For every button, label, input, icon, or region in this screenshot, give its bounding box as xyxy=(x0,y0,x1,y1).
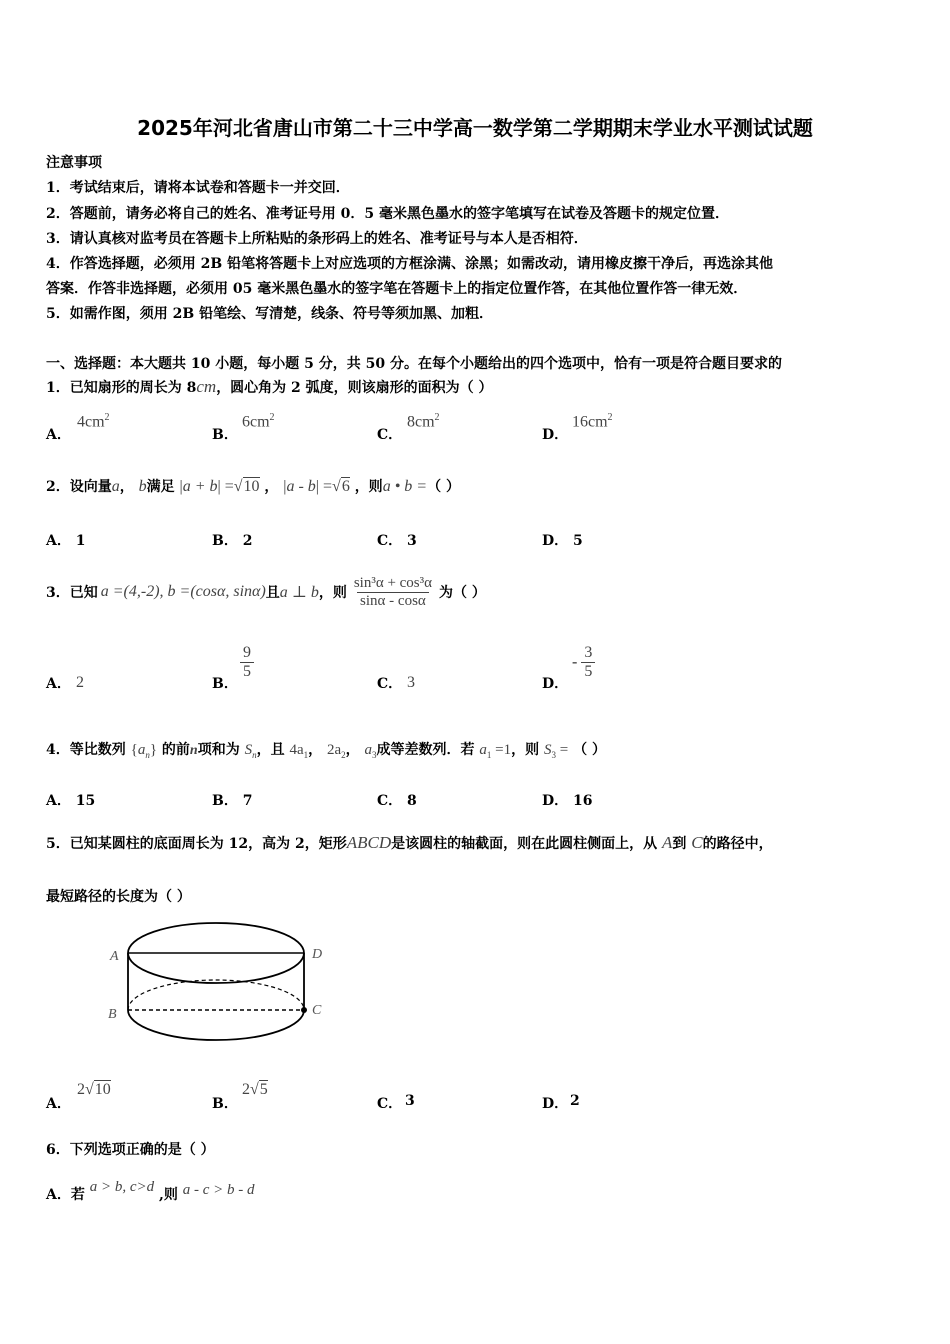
q4-option-c: C． 8 xyxy=(377,793,417,809)
q5-option-c-label: C． xyxy=(377,1096,403,1112)
q5-option-a-value: 2√10 xyxy=(77,1081,111,1098)
q3-option-c-value: 3 xyxy=(407,674,415,691)
q1-option-c-label: C． xyxy=(377,427,403,443)
notice-item-3: 3．请认真核对监考员在答题卡上所粘贴的条形码上的姓名、准考证号与本人是否相符． xyxy=(46,231,588,247)
q4-option-d: D． 16 xyxy=(542,793,593,809)
label-c: C xyxy=(312,1003,322,1018)
cylinder-bottom-back-arc xyxy=(128,980,304,1010)
question-1: 1．已知扇形的周长为 8cm，圆心角为 2 弧度，则该扇形的面积为（ ） xyxy=(46,377,493,396)
q3-option-c-label: C． xyxy=(377,676,403,692)
q4-option-a: A． 15 xyxy=(46,793,96,809)
q6-option-a: A．若 a > b, c>d ,则 a - c > b - d xyxy=(46,1179,255,1203)
notice-item-5: 5．如需作图，须用 2B 铅笔绘、写清楚，线条、符号等须加黑、加粗． xyxy=(46,306,494,322)
q2-option-d: D． 5 xyxy=(542,533,583,549)
q5-option-c-value: 3 xyxy=(405,1093,415,1109)
question-5: 5．已知某圆柱的底面周长为 12，高为 2，矩形ABCD是该圆柱的轴截面，则在此圆柱侧面上，从 A到 C的路径中， xyxy=(46,833,773,852)
cylinder-figure xyxy=(50,918,323,1048)
q3-option-d-label: D． xyxy=(542,676,569,692)
question-6: 6．下列选项正确的是（ ） xyxy=(46,1142,215,1158)
q3-option-b-label: B． xyxy=(212,676,238,692)
cylinder-bottom-front-arc xyxy=(128,1010,304,1040)
q3-option-a-value: 2 xyxy=(76,674,84,691)
notice-item-1: 1．考试结束后，请将本试卷和答题卡一并交回． xyxy=(46,180,350,196)
q2-option-a: A． 1 xyxy=(46,533,86,549)
notice-item-2: 2．答题前，请务必将自己的姓名、准考证号用 0．5 毫米黑色墨水的签字笔填写在试卷及答题卡的规定位置． xyxy=(46,206,729,222)
question-5-line-2: 最短路径的长度为（ ） xyxy=(46,889,191,905)
q3-option-b-value: $\frac{9}{5}$ xyxy=(240,644,254,681)
q1-option-d-label: D． xyxy=(542,427,569,443)
label-a: A xyxy=(110,949,119,964)
point-c xyxy=(301,1007,307,1013)
page-title: 2025年河北省唐山市第二十三中学高一数学第二学期期末学业水平测试试题 xyxy=(137,116,813,140)
q1-option-c-value: $8cm^2$ xyxy=(407,412,440,431)
label-d: D xyxy=(312,947,323,962)
q5-option-d-value: 2 xyxy=(570,1093,580,1109)
question-3: 3．已知 a =(4,-2), b =(cosα, sinα) 且 a ⊥ b ，则 $\frac{\text{sin³α + cos³α}}{\sin\alpha - \cos\alpha}$ 为（ ） xyxy=(46,574,486,609)
q1-option-b-value: $6cm^2$ xyxy=(242,412,275,431)
question-4: 4．等比数列 $\{a_n\}$ 的前n项和为 $S_n$，且 $4a_1$， $2a_2$， $a_3$成等差数列．若 $a_1 =1$，则 $S_3$ = （ ） xyxy=(46,742,606,760)
q5-option-a-label: A． xyxy=(46,1096,71,1112)
q2-option-b: B． 2 xyxy=(212,533,253,549)
q1-option-d-value: $16cm^2$ xyxy=(572,412,613,431)
section-heading: 一、选择题：本大题共 10 小题，每小题 5 分，共 50 分。在每个小题给出的四个选项中，恰有一项是符合题目要求的 xyxy=(46,356,782,372)
q1-option-b-label: B． xyxy=(212,427,238,443)
q1-option-a-label: A． xyxy=(46,427,71,443)
q3-option-d-value: - $\frac{3}{5}$ xyxy=(572,644,595,681)
q2-option-c: C． 3 xyxy=(377,533,417,549)
q5-option-b-label: B． xyxy=(212,1096,238,1112)
q3-option-a-label: A． xyxy=(46,676,71,692)
q4-option-b: B． 7 xyxy=(212,793,253,809)
q5-option-b-value: 2√5 xyxy=(242,1081,268,1098)
notice-item-4a: 4．作答选择题，必须用 2B 铅笔将答题卡上对应选项的方框涂满、涂黑；如需改动，请用橡皮擦干净后，再选涂其他 xyxy=(46,256,774,272)
notice-heading: 注意事项 xyxy=(46,155,102,171)
label-b: B xyxy=(108,1007,117,1022)
notice-item-4b: 答案．作答非选择题，必须用 05 毫米黑色墨水的签字笔在答题卡上的指定位置作答，在其他位置作答一律无效． xyxy=(46,281,748,297)
q5-option-d-label: D． xyxy=(542,1096,569,1112)
question-2: 2．设向量a， b满足 |a + b| =√10 ， |a - b| =√6 ，则a • b =（ ） xyxy=(46,478,460,495)
q1-option-a-value: $4cm^2$ xyxy=(77,412,110,431)
